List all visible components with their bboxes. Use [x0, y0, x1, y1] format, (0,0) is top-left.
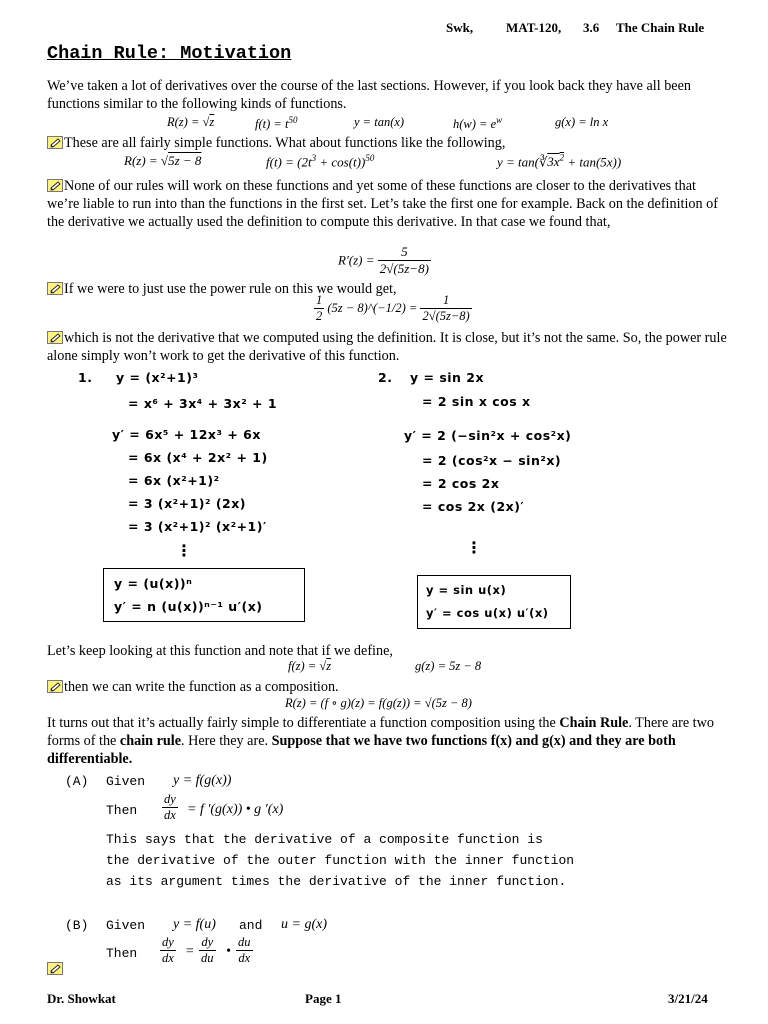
- paragraph-composition: [47, 678, 727, 696]
- paragraph-chain-rule-intro: [47, 714, 727, 768]
- chain-rule-form-b: [65, 916, 715, 976]
- form-b-du: du: [201, 951, 214, 965]
- form-a-explain-line: as its argument times the derivative of the inner function.: [106, 874, 567, 889]
- form-b-and: and: [239, 918, 263, 933]
- eq-power-mid: (5z − 8)^(−1/2) =: [327, 301, 418, 315]
- paragraph-not-derivative: [47, 329, 727, 365]
- form-b-label: (B): [65, 918, 89, 933]
- note-icon: [47, 962, 63, 975]
- footer-author: Dr. Showkat: [47, 991, 116, 1006]
- paragraph-none-of-rules: [47, 177, 727, 231]
- chain-rule-form-a: [65, 770, 715, 900]
- note-icon: [47, 179, 63, 192]
- eq-h: $h(w) = e^w$: [453, 115, 503, 132]
- note-icon: [47, 331, 63, 344]
- eq-power-coef-den: 2: [316, 309, 323, 323]
- eq-g: g(x) = ln x: [555, 115, 609, 129]
- header-author: Swk,: [446, 20, 474, 35]
- hw1-dots: ⋮: [176, 541, 193, 560]
- form-b-equals: =: [185, 944, 195, 959]
- hw1-result-box: [103, 568, 305, 622]
- equation-composition: R(z) = (f ∘ g)(z) = f(g(z)) = √(5z − 8): [285, 696, 472, 710]
- eq-define-g: g(z) = 5z − 8: [415, 659, 482, 673]
- equation-set-complex: [0, 153, 768, 173]
- eq-deriv-lhs: R′(z) =: [338, 252, 375, 268]
- form-a-dx: dx: [164, 808, 176, 822]
- eq-f: $f(t) = t^{50}$: [255, 115, 298, 132]
- hw2-line: y = sin 2x: [410, 370, 485, 385]
- eq-R-sqrt: R(z) = √5z − 8: [124, 153, 202, 168]
- form-a-given: Given: [106, 774, 146, 789]
- p8-suppose-bold: Suppose that we have two functions f(x) and g(x) and they are both differentiable.: [47, 733, 676, 767]
- form-b-dudx: [236, 935, 253, 966]
- hw1-line: y′ = 6x⁵ + 12x³ + 6x: [112, 427, 261, 442]
- eq-power-num: 1: [420, 293, 471, 309]
- form-b-then: Then: [106, 946, 138, 961]
- form-b-dx-2: dx: [238, 951, 251, 965]
- paragraph-not-derivative-text: which is not the derivative that we computed using the definition. It is close, but it’s not the same. So, the power rule alone simply won’t work to get the derivative of this function.: [47, 330, 727, 364]
- hw1-line: = 3 (x²+1)² (2x): [128, 496, 247, 511]
- eq-power-coef-num: 1: [316, 293, 323, 307]
- hw1-line: y = (x²+1)³: [116, 370, 199, 385]
- form-a-explain-line: This says that the derivative of a composite function is: [106, 832, 543, 847]
- hw2-box-line: y′ = cos u(x) u′(x): [426, 606, 549, 620]
- form-a-dy: dy: [164, 792, 176, 806]
- eq-deriv-num: 5: [378, 244, 431, 261]
- page-title: Chain Rule: Motivation: [47, 43, 292, 64]
- hw1-line: = x⁶ + 3x⁴ + 3x² + 1: [128, 396, 278, 411]
- p8-text-e: . Here they are.: [181, 733, 272, 749]
- eq-y: y = tan(x): [354, 115, 405, 129]
- form-a-rhs: = f ′(g(x)) • g ′(x): [187, 802, 284, 817]
- form-b-dot: •: [226, 944, 231, 959]
- hw2-number: 2.: [378, 370, 393, 385]
- paragraph-intro: We’ve taken a lot of derivatives over the course of the last sections. However, if you look back they have all been functions similar to the following kinds of functions.: [47, 78, 691, 112]
- footer-date: 3/21/24: [668, 991, 708, 1006]
- eq-f-power: $f(t) = (2t^3 + \cos(t))^{50}$: [266, 153, 375, 170]
- form-a-given-eq: y = f(g(x)): [173, 773, 232, 788]
- handwritten-example-2: [378, 368, 598, 628]
- header-topic: The Chain Rule: [616, 20, 705, 35]
- form-b-dy-2: dy: [199, 935, 216, 951]
- hw1-line: = 6x (x⁴ + 2x² + 1): [128, 450, 268, 465]
- eq-define-f: f(z) = √z: [288, 659, 332, 673]
- note-icon: [47, 680, 63, 693]
- hw2-line: = 2 sin x cos x: [422, 394, 531, 409]
- eq-R: R(z) = √z: [167, 115, 215, 129]
- p8-chain-rule-bold-2: chain rule: [119, 733, 181, 749]
- hw2-line: = 2 (cos²x − sin²x): [422, 453, 562, 468]
- hw2-result-box: [417, 575, 571, 629]
- hw1-number: 1.: [78, 370, 93, 385]
- footer-page: Page 1: [305, 991, 342, 1006]
- form-a-dydx: [162, 792, 178, 823]
- eq-power-fraction: [420, 293, 471, 324]
- equation-power-rule: [314, 293, 472, 324]
- hw1-line: = 3 (x²+1)² (x²+1)′: [128, 519, 267, 534]
- hw2-line: y′ = 2 (−sin²x + cos²x): [404, 428, 572, 443]
- eq-deriv-den: 2√(5z−8): [379, 261, 429, 276]
- form-a-label: (A): [65, 774, 89, 789]
- header-course: MAT-120,: [506, 20, 562, 35]
- equation-derivative-definition: [338, 244, 431, 277]
- form-b-dx: dx: [162, 951, 174, 965]
- hw1-line: = 6x (x²+1)²: [128, 473, 220, 488]
- note-icon: [47, 282, 63, 295]
- form-b-du-2: du: [238, 935, 251, 949]
- form-b-given-eq2: u = g(x): [281, 917, 327, 932]
- hw2-line: = 2 cos 2x: [422, 476, 500, 491]
- eq-power-den: 2√(5z−8): [422, 309, 470, 323]
- note-icon: [47, 136, 63, 149]
- form-b-dy: dy: [162, 935, 174, 949]
- form-b-dydx: [160, 935, 176, 966]
- hw2-line: = cos 2x (2x)′: [422, 499, 525, 514]
- form-a-then: Then: [106, 803, 138, 818]
- equation-set-simple: [0, 115, 768, 133]
- eq-power-coef: [314, 293, 324, 324]
- hw2-box-line: y = sin u(x): [426, 583, 507, 597]
- p8-chain-rule-bold: Chain Rule: [559, 715, 629, 731]
- form-b-dydu: [199, 935, 216, 966]
- form-b-given-eq1: y = f(u): [173, 917, 216, 932]
- eq-y-tan: $y = \tan(∛3x^2 + \tan(5x))$: [497, 153, 622, 170]
- equation-define: [0, 659, 768, 677]
- form-a-explain-line: the derivative of the outer function with the inner function: [106, 853, 575, 868]
- hw1-box-line: y = (u(x))ⁿ: [114, 576, 193, 591]
- paragraph-power-rule-text: If we were to just use the power rule on this we would get,: [64, 281, 397, 297]
- form-b-given: Given: [106, 918, 146, 933]
- p8-text-c: . There are two forms of the: [47, 715, 714, 749]
- paragraph-none-of-rules-text: None of our rules will work on these functions and yet some of these functions are closer to the derivatives that we’re liable to run into than the functions in the first set. Let’s take the first one for example. Back on the definition of the derivative we actually used the definition to compute this derivative. In that case we found that,: [47, 178, 718, 230]
- paragraph-fairly-simple-text: These are all fairly simple functions. What about functions like the following,: [64, 135, 506, 151]
- paragraph-keep-looking: Let’s keep looking at this function and note that if we define,: [47, 643, 393, 659]
- paragraph-fairly-simple: [47, 134, 727, 152]
- paragraph-composition-text: then we can write the function as a composition.: [64, 679, 339, 695]
- trailing-note: [47, 960, 64, 978]
- eq-deriv-fraction: [378, 244, 431, 277]
- hw2-dots: ⋮: [466, 538, 483, 557]
- header-section: 3.6: [583, 20, 600, 35]
- hw1-box-line: y′ = n (u(x))ⁿ⁻¹ u′(x): [114, 599, 263, 614]
- p8-text-a: It turns out that it’s actually fairly simple to differentiate a function composition using the: [47, 715, 560, 731]
- handwritten-example-1: [78, 368, 328, 628]
